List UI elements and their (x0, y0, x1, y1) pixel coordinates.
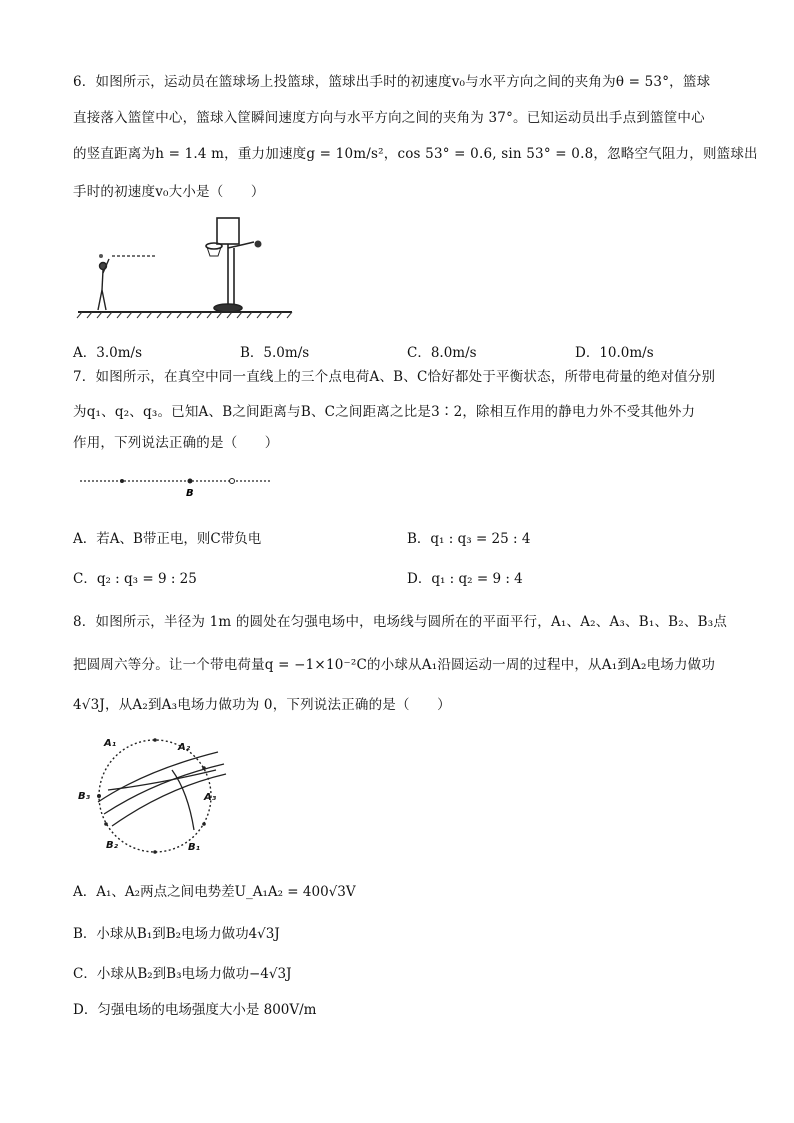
charges-line-figure (78, 470, 278, 500)
q6-option-c: C．8.0m/s (407, 345, 477, 361)
q7-option-a: A．若A、B带正电，则C带负电 (73, 531, 262, 547)
q7-line-1: 7．如图所示，在真空中同一直线上的三个点电荷A、B、C恰好都处于平衡状态，所带电荷量的绝对值分别 (73, 369, 716, 385)
q6-option-b: B．5.0m/s (240, 345, 310, 361)
label-a3: A₃ (204, 792, 217, 803)
q8-option-c: C．小球从B₂到B₃电场力做功−4√3J (73, 966, 292, 982)
q6-line-3: 的竖直距离为h = 1.4 m，重力加速度g = 10m/s²，cos 53° = 0.6, sin 53° = 0.8，忽略空气阻力，则篮球出 (73, 146, 758, 162)
q8-option-b: B．小球从B₁到B₂电场力做功4√3J (73, 926, 280, 942)
q6-line-1: 6．如图所示，运动员在篮球场上投篮球，篮球出手时的初速度v₀与水平方向之间的夹角为θ = 53°，篮球 (73, 74, 711, 90)
q8-option-d: D．匀强电场的电场强度大小是 800V/m (73, 1002, 317, 1018)
q8-line-1: 8．如图所示，半径为 1m 的圆处在匀强电场中，电场线与圆所在的平面平行，A₁、A₂、A₃、B₁、B₂、B₃点 (73, 614, 728, 630)
ground (77, 312, 292, 318)
q6-line-2: 直接落入篮筐中心，篮球入筐瞬间速度方向与水平方向之间的夹角为 37°。已知运动员出手点到篮筐中心 (73, 110, 705, 126)
q7-option-d: D．q₁ : q₂ = 9 : 4 (407, 571, 523, 587)
charge-b (188, 479, 193, 484)
charge-b-label: B (186, 488, 194, 499)
q8-line-2: 把圆周六等分。让一个带电荷量q = −1×10⁻²C的小球从A₁沿圆运动一周的过程中，从A₁到A₂电场力做功 (73, 657, 716, 673)
hoop-stand (206, 218, 254, 312)
label-a2: A₂ (178, 742, 191, 753)
q7-line-2: 为q₁、q₂、q₃。已知A、B之间距离与B、C之间距离之比是3∶2，除相互作用的静电力外不受其他外力 (73, 404, 696, 420)
player (98, 254, 109, 310)
label-b3: B₃ (78, 791, 91, 802)
q6-option-a: A．3.0m/s (73, 345, 142, 361)
charge-c (230, 479, 235, 484)
q7-line-3: 作用，下列说法正确的是（ ） (73, 435, 279, 451)
q6-option-d: D．10.0m/s (575, 345, 654, 361)
q6-line-4: 手时的初速度v₀大小是（ ） (73, 184, 265, 200)
charge-a (120, 479, 124, 483)
q7-option-b: B．q₁ : q₃ = 25 : 4 (407, 531, 531, 547)
circle-field-figure (76, 730, 236, 860)
q8-option-a: A．A₁、A₂两点之间电势差U_A₁A₂ = 400√3V (73, 884, 356, 900)
q8-line-3: 4√3J，从A₂到A₃电场力做功为 0，下列说法正确的是（ ） (73, 697, 451, 713)
basketball (255, 241, 262, 248)
q7-option-c: C．q₂ : q₃ = 9 : 25 (73, 571, 197, 587)
label-a1: A₁ (104, 738, 117, 749)
label-b1: B₁ (188, 842, 201, 853)
basketball-figure (76, 212, 296, 322)
label-b2: B₂ (106, 840, 119, 851)
